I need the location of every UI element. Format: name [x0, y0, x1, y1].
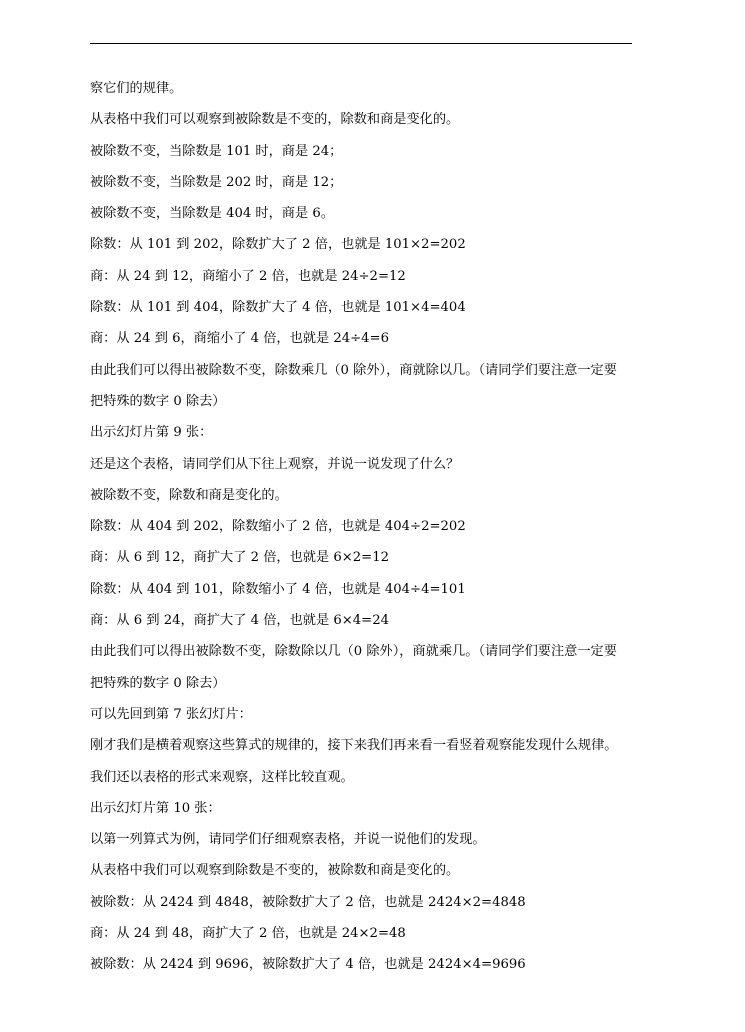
text-line: 商：从 6 到 12，商扩大了 2 倍，也就是 6×2=12 [90, 550, 389, 566]
text-line: 出示幻灯片第 10 张： [90, 800, 221, 816]
text-line: 把特殊的数字 0 除去） [90, 393, 226, 409]
text-line: 被除数：从 2424 到 9696，被除数扩大了 4 倍，也就是 2424×4=9696 [90, 957, 526, 973]
text-line: 商：从 6 到 24，商扩大了 4 倍，也就是 6×4=24 [90, 613, 389, 629]
text-line: 除数：从 404 到 202，除数缩小了 2 倍，也就是 404÷2=202 [90, 519, 466, 535]
text-line: 我们还以表格的形式来观察，这样比较直观。 [90, 769, 354, 785]
text-line: 刚才我们是横着观察这些算式的规律的，接下来我们再来看一看竖着观察能发现什么规律。 [90, 738, 618, 754]
text-line: 商：从 24 到 12，商缩小了 2 倍，也就是 24÷2=12 [90, 268, 406, 284]
text-line: 除数：从 404 到 101，除数缩小了 4 倍，也就是 404÷4=101 [90, 581, 466, 597]
text-line: 由此我们可以得出被除数不变，除数乘几（0 除外），商就除以几。（请同学们要注意一定要 [90, 362, 617, 378]
document-body [90, 78, 660, 986]
text-line: 除数：从 101 到 404，除数扩大了 4 倍，也就是 101×4=404 [90, 300, 466, 316]
header-rule [90, 43, 632, 44]
text-line: 被除数：从 2424 到 4848，被除数扩大了 2 倍，也就是 2424×2=4848 [90, 894, 526, 910]
text-line: 可以先回到第 7 张幻灯片： [90, 706, 252, 722]
text-line: 从表格中我们可以观察到被除数是不变的，除数和商是变化的。 [90, 112, 460, 128]
text-line: 被除数不变，当除数是 101 时，商是 24； [90, 143, 343, 159]
text-line: 把特殊的数字 0 除去） [90, 675, 226, 691]
text-line: 商：从 24 到 48，商扩大了 2 倍，也就是 24×2=48 [90, 926, 406, 942]
text-line: 除数：从 101 到 202，除数扩大了 2 倍，也就是 101×2=202 [90, 237, 466, 253]
text-line: 出示幻灯片第 9 张： [90, 425, 213, 441]
text-line: 被除数不变，当除数是 202 时，商是 12； [90, 174, 343, 190]
text-line: 从表格中我们可以观察到除数是不变的，被除数和商是变化的。 [90, 863, 460, 879]
text-line: 由此我们可以得出被除数不变，除数除以几（0 除外），商就乘几。（请同学们要注意一定要 [90, 644, 617, 660]
text-line: 以第一列算式为例，请同学们仔细观察表格，并说一说他们的发现。 [90, 832, 486, 848]
text-line: 商：从 24 到 6，商缩小了 4 倍，也就是 24÷4=6 [90, 331, 389, 347]
text-line: 察它们的规律。 [90, 81, 183, 96]
text-line: 还是这个表格，请同学们从下往上观察，并说一说发现了什么？ [90, 456, 460, 472]
text-line: 被除数不变，除数和商是变化的。 [90, 487, 288, 503]
text-line: 被除数不变，当除数是 404 时，商是 6。 [90, 206, 334, 222]
